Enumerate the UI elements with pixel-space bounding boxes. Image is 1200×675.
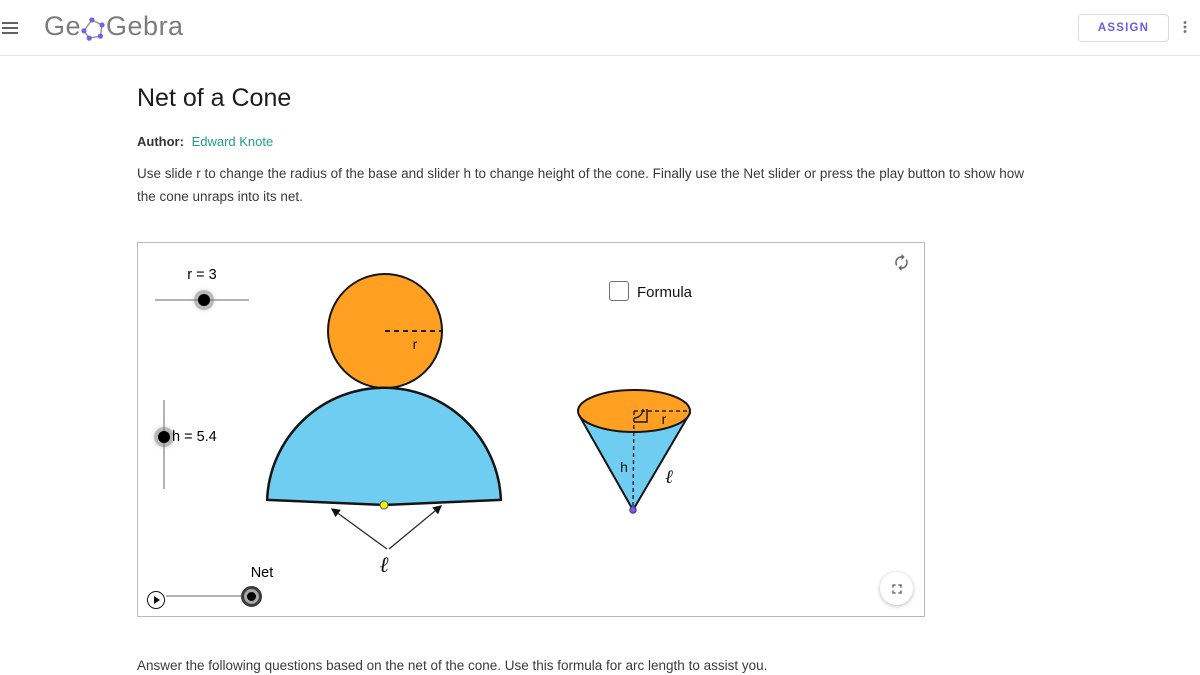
slant-arrow-right bbox=[389, 506, 441, 549]
article-content bbox=[0, 84, 1200, 673]
reset-icon[interactable] bbox=[889, 252, 913, 276]
logo-text-pre: Ge bbox=[44, 11, 82, 41]
slant-arrow-left bbox=[332, 509, 387, 549]
sector-center-point[interactable] bbox=[380, 501, 388, 509]
net-slant-label: ℓ bbox=[379, 553, 389, 578]
slider-r-label: r = 3 bbox=[187, 267, 217, 283]
slider-h-handle[interactable] bbox=[158, 431, 170, 443]
cone-radius-label: r bbox=[661, 411, 667, 427]
slider-r-handle[interactable] bbox=[198, 294, 210, 306]
geogebra-logo[interactable] bbox=[44, 10, 184, 43]
cone-net-figure bbox=[138, 243, 924, 616]
slider-net-track[interactable] bbox=[166, 595, 242, 597]
geogebra-applet[interactable] bbox=[137, 242, 925, 617]
assign-button[interactable]: ASSIGN bbox=[1078, 14, 1169, 42]
cone-height-label: h bbox=[620, 459, 628, 475]
logo-text-post: Gebra bbox=[106, 11, 184, 41]
cone-apex-point[interactable] bbox=[630, 507, 636, 513]
fullscreen-icon[interactable] bbox=[880, 572, 913, 605]
play-button[interactable] bbox=[147, 591, 165, 609]
more-options-icon[interactable] bbox=[1174, 17, 1196, 39]
menu-hamburger-icon[interactable] bbox=[2, 18, 24, 38]
slider-net-label: Net bbox=[250, 565, 274, 581]
page-title: Net of a Cone bbox=[137, 84, 292, 112]
base-circle-radius-label: r bbox=[412, 336, 418, 352]
play-icon bbox=[154, 596, 160, 604]
slider-h-label: h = 5.4 bbox=[172, 429, 217, 445]
author-label: Author: bbox=[137, 134, 184, 149]
geogebra-pentagon-icon bbox=[80, 14, 107, 43]
net-lateral-sector bbox=[267, 388, 501, 505]
cone-slant-label: ℓ bbox=[665, 466, 673, 488]
app-header bbox=[0, 0, 1200, 56]
slider-net-handle[interactable] bbox=[241, 586, 262, 607]
formula-checkbox[interactable] bbox=[609, 281, 629, 301]
formula-checkbox-label: Formula bbox=[637, 284, 693, 301]
author-link[interactable]: Edward Knote bbox=[191, 134, 274, 149]
author-row bbox=[137, 134, 1200, 149]
slider-h-track[interactable] bbox=[163, 400, 165, 489]
activity-description: Use slide r to change the radius of the base and slider h to change height of the cone. Finally use the Net slider or press the play button to show how the cone unraps into its net. bbox=[137, 166, 1025, 204]
footer-note: Answer the following questions based on the net of the cone. Use this formula for arc length to assist you. bbox=[137, 658, 768, 673]
